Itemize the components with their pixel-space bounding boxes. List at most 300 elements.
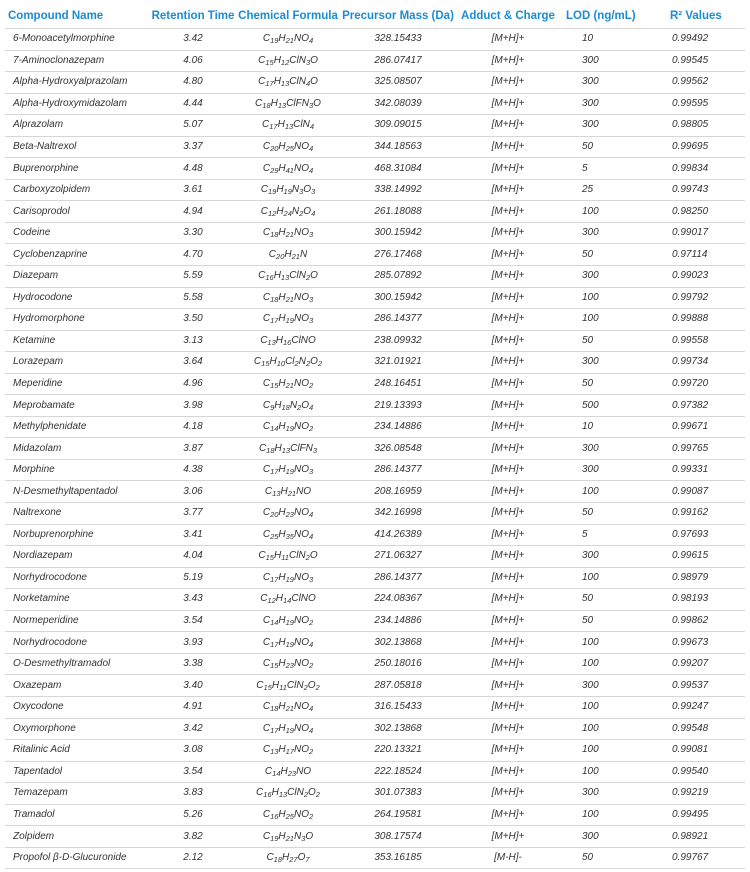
compound-name-cell: Oxycodone [13,701,64,713]
precursor-mass-cell: 353.16185 [374,852,422,864]
retention-time-cell: 3.06 [183,485,203,497]
formula-subscript: 3 [308,574,314,584]
formula-subscript: 12 [267,596,276,606]
compound-name-cell: O-Desmethyltramadol [13,658,111,670]
retention-time-cell: 3.42 [183,33,203,45]
r2-value-cell: 0.99548 [672,722,709,734]
r2-value-cell: 0.99720 [672,378,709,390]
r2-value-cell: 0.99081 [672,744,709,756]
formula-subscript: 4 [308,639,314,649]
table-row [5,632,745,654]
r2-value-cell: 0.99219 [672,787,709,799]
precursor-mass-cell: 234.14886 [374,421,422,433]
compound-name-cell: 6-Monoacetylmorphine [13,33,115,45]
table-row [5,266,745,288]
compound-name-cell: Meprobamate [13,399,75,411]
formula-subscript: 13 [280,79,290,89]
compound-name-cell: Hydromorphone [13,313,85,325]
formula-subscript: 2 [315,790,320,800]
adduct-charge-cell: [M+H]+ [491,722,525,734]
precursor-mass-cell: 342.16998 [374,507,422,519]
compound-name-cell: Morphine [13,464,55,476]
adduct-charge-cell: [M+H]+ [491,808,525,820]
chemical-formula-cell: $C_{19}H_{21}NO_4$ [262,33,314,46]
formula-subscript: 4 [308,531,314,541]
lod-cell: 100 [582,722,599,734]
lod-cell: 50 [582,615,594,627]
lod-cell: 300 [582,97,599,109]
chemical-formula-cell: $C_{17}H_{13}ClN_4$ [262,119,314,132]
lod-cell: 50 [582,378,594,390]
formula-subscript: 16 [265,273,274,283]
retention-time-cell: 5.07 [183,119,203,131]
formula-subscript: 18 [270,704,279,714]
r2-value-cell: 0.99087 [672,485,709,497]
adduct-charge-cell: [M+H]+ [491,765,525,777]
lod-cell: 100 [582,744,599,756]
formula-subscript: 2 [294,359,299,369]
compound-name-cell: Ketamine [13,334,56,346]
lod-cell: 300 [582,550,599,562]
compound-name-cell: Beta-Naltrexol [13,141,77,152]
lod-cell: 100 [582,658,599,670]
formula-subscript: 3 [308,316,314,326]
lod-cell: 50 [582,507,594,519]
chemical-formula-cell: $C_{13}H_{16}ClNO$ [260,334,316,347]
adduct-charge-cell: [M+H]+ [491,442,525,454]
formula-subscript: 17 [285,747,294,757]
formula-subscript: 3 [308,467,314,477]
formula-subscript: 3 [308,294,314,304]
lod-cell: 100 [582,205,599,217]
formula-subscript: 4 [311,208,316,218]
chemical-formula-cell: $C_{25}H_{35}NO_4$ [262,528,314,541]
formula-subscript: 15 [265,57,274,67]
formula-subscript: 2 [303,790,309,800]
adduct-charge-cell: [M+H]+ [491,464,525,476]
formula-subscript: 13 [284,122,294,132]
formula-subscript: 4 [308,36,314,46]
table-row [5,417,745,439]
adduct-charge-cell: [M+H]+ [491,33,525,45]
retention-time-cell: 3.30 [183,227,203,239]
table-row [5,848,745,870]
formula-subscript: 17 [270,639,279,649]
formula-subscript: 19 [270,36,279,46]
formula-subscript: 23 [285,661,294,671]
formula-subscript: 21 [285,704,294,714]
chemical-formula-cell: $C_{18}H_{13}ClFN_3O$ [255,97,321,110]
formula-subscript: 21 [287,488,297,498]
r2-value-cell: 0.99673 [672,636,709,648]
table-row [5,201,745,223]
retention-time-cell: 3.40 [183,679,203,691]
formula-subscript: 14 [270,424,279,434]
retention-time-cell: 3.37 [183,141,203,152]
formula-subscript: 9 [270,402,275,412]
header-precursor-mass: Precursor Mass (Da) [342,10,454,23]
precursor-mass-cell: 271.06327 [374,550,422,562]
table-row [5,654,745,676]
adduct-charge-cell: [M+H]+ [491,658,525,670]
chemical-formula-cell: $C_{20}H_{23}NO_4$ [262,507,314,520]
precursor-mass-cell: 220.13321 [374,744,422,756]
adduct-charge-cell: [M+H]+ [491,507,525,519]
precursor-mass-cell: 316.15433 [374,701,422,713]
formula-subscript: 2 [305,553,310,563]
chemical-formula-cell: $C_{12}H_{24}N_2O_4$ [260,205,316,218]
table-row [5,395,745,417]
formula-subscript: 15 [270,661,279,671]
table-header-row [5,6,745,29]
chemical-formula-cell: $C_{13}H_{21}NO$ [264,485,312,498]
chemical-formula-cell: $C_{17}H_{19}NO_4$ [262,722,314,735]
precursor-mass-cell: 300.15942 [374,227,422,239]
formula-subscript: 24 [283,208,292,218]
compound-name-cell: Tramadol [13,808,55,820]
adduct-charge-cell: [M+H]+ [491,550,525,562]
chemical-formula-cell: $C_{16}H_{25}NO_2$ [262,808,314,821]
lod-cell: 100 [582,808,599,820]
formula-subscript: 17 [269,122,278,132]
retention-time-cell: 3.50 [183,313,203,325]
formula-subscript: 19 [285,467,294,477]
formula-subscript: 16 [270,811,279,821]
precursor-mass-cell: 326.08548 [374,442,422,454]
formula-subscript: 17 [270,725,279,735]
retention-time-cell: 3.93 [183,636,203,648]
compound-name-cell: Codeine [13,227,51,239]
formula-subscript: 35 [285,531,294,541]
retention-time-cell: 2.12 [183,852,203,864]
table-row [5,611,745,633]
retention-time-cell: 4.18 [183,421,203,433]
formula-subscript: 2 [315,682,320,692]
compound-name-cell: Nordiazepam [13,550,73,562]
r2-value-cell: 0.99862 [672,615,709,627]
table-row [5,158,745,180]
retention-time-cell: 4.94 [183,205,203,217]
formula-subscript: 4 [308,510,314,520]
header-compound-name: Compound Name [8,10,104,23]
header-chemical-formula: Chemical Formula [238,10,338,23]
formula-subscript: 18 [262,100,271,110]
precursor-mass-cell: 261.18088 [374,205,422,217]
formula-subscript: 15 [265,553,274,563]
adduct-charge-cell: [M+H]+ [491,356,525,368]
lod-cell: 100 [582,701,599,713]
adduct-charge-cell: [M+H]+ [491,334,525,346]
formula-subscript: 2 [308,747,314,757]
precursor-mass-cell: 286.07417 [374,54,422,66]
retention-time-cell: 5.26 [183,808,203,820]
r2-value-cell: 0.99207 [672,658,709,670]
formula-subscript: 23 [285,510,294,520]
formula-subscript: 2 [297,402,302,412]
compound-name-cell: Cyclobenzaprine [13,248,88,260]
r2-value-cell: 0.99545 [672,54,709,66]
header-adduct-charge: Adduct & Charge [461,10,555,23]
chemical-formula-cell: $C_{17}H_{19}NO_3$ [262,313,314,326]
r2-value-cell: 0.99615 [672,550,709,562]
compound-name-cell: Norbuprenorphine [13,528,94,540]
adduct-charge-cell: [M+H]+ [491,270,525,282]
precursor-mass-cell: 286.14377 [374,464,422,476]
formula-subscript: 3 [301,833,306,843]
formula-subscript: 2 [308,424,314,434]
formula-subscript: 23 [287,768,297,778]
table-row [5,783,745,805]
lod-cell: 500 [582,399,599,411]
retention-time-cell: 3.87 [183,442,203,454]
table-row [5,719,745,741]
r2-value-cell: 0.99247 [672,701,709,713]
formula-subscript: 4 [309,122,314,132]
formula-subscript: 19 [270,833,279,843]
chemical-formula-cell: $C_{16}H_{13}ClN_2O_2$ [256,787,320,800]
adduct-charge-cell: [M+H]+ [491,636,525,648]
compound-name-cell: Buprenorphine [13,162,79,174]
table-row [5,826,745,848]
formula-subscript: 25 [285,811,294,821]
chemical-formula-cell: $C_{18}H_{21}NO_3$ [262,227,314,240]
compound-name-cell: Temazepam [13,787,68,799]
formula-subscript: 25 [270,531,279,541]
chemical-formula-cell: $C_{19}H_{19}N_3O_3$ [260,184,316,197]
table-row [5,805,745,827]
adduct-charge-cell: [M+H]+ [491,248,525,260]
r2-value-cell: 0.99492 [672,33,709,45]
compound-name-cell: Normeperidine [13,615,79,627]
formula-subscript: 19 [285,316,294,326]
adduct-charge-cell: [M+H]+ [491,378,525,390]
formula-subscript: 14 [283,596,292,606]
formula-subscript: 3 [305,57,311,67]
r2-value-cell: 0.99671 [672,421,709,433]
formula-subscript: 13 [267,337,276,347]
chemical-formula-cell: $C_{15}H_{21}NO_2$ [262,378,314,391]
formula-subscript: 2 [305,359,311,369]
compound-name-cell: Methylphenidate [13,421,87,433]
formula-subscript: 25 [285,144,294,153]
table-row [5,288,745,310]
precursor-mass-cell: 285.07892 [374,270,422,282]
table-row [5,460,745,482]
precursor-mass-cell: 250.18016 [374,658,422,670]
table-row [5,568,745,590]
adduct-charge-cell: [M+H]+ [491,184,525,196]
adduct-charge-cell: [M+H]+ [491,744,525,756]
precursor-mass-cell: 287.05818 [374,679,422,691]
formula-subscript: 19 [283,187,292,197]
lod-cell: 50 [582,334,594,346]
table-row [5,244,745,266]
lod-cell: 50 [582,593,594,605]
chemical-formula-cell: $C_{15}H_{11}ClN_2O$ [258,550,318,563]
adduct-charge-cell: [M+H]+ [491,119,525,131]
table-row [5,29,745,51]
formula-subscript: 18 [273,855,283,865]
formula-subscript: 16 [263,790,272,800]
chemical-formula-cell: $C_{15}H_{12}ClN_3O$ [258,54,318,67]
lod-cell: 100 [582,313,599,325]
lod-cell: 100 [582,291,599,303]
adduct-charge-cell: [M+H]+ [491,54,525,66]
table-row [5,481,745,503]
r2-value-cell: 0.99495 [672,808,709,820]
r2-value-cell: 0.99767 [672,852,709,864]
precursor-mass-cell: 414.26389 [374,528,422,540]
r2-value-cell: 0.99540 [672,765,709,777]
formula-subscript: 20 [276,251,285,261]
formula-subscript: 13 [280,273,290,283]
table-row [5,223,745,245]
table-row [5,309,745,331]
precursor-mass-cell: 234.14886 [374,615,422,627]
adduct-charge-cell: [M+H]+ [491,291,525,303]
r2-value-cell: 0.98921 [672,830,709,842]
precursor-mass-cell: 344.18563 [374,141,422,152]
precursor-mass-cell: 325.08507 [374,76,422,88]
chemical-formula-cell: $C_{20}H_{25}NO_4$ [262,141,314,153]
formula-subscript: 21 [291,251,300,261]
formula-subscript: 12 [280,57,290,67]
formula-subscript: 16 [283,337,292,347]
compound-name-cell: Alprazolam [13,119,64,131]
table-row [5,762,745,784]
formula-subscript: 17 [270,467,279,477]
retention-time-cell: 3.54 [183,765,203,777]
compound-name-cell: N-Desmethyltapentadol [13,485,118,497]
r2-value-cell: 0.99562 [672,76,709,88]
compound-name-cell: Carboxyzolpidem [13,184,91,196]
formula-subscript: 41 [285,165,294,175]
formula-subscript: 21 [285,294,294,304]
lod-cell: 300 [582,679,599,691]
lod-cell: 25 [582,184,594,196]
formula-subscript: 3 [308,230,314,240]
formula-subscript: 19 [285,618,294,628]
retention-time-cell: 3.41 [183,528,203,540]
formula-subscript: 10 [276,359,286,369]
chemical-formula-cell: $C_{15}H_{11}ClN_2O_2$ [256,679,320,692]
lod-cell: 100 [582,485,599,497]
retention-time-cell: 5.19 [183,571,203,583]
r2-value-cell: 0.99792 [672,291,709,303]
table-row [5,331,745,353]
table-row [5,137,745,159]
formula-subscript: 12 [267,208,277,218]
table-row [5,697,745,719]
formula-subscript: 2 [317,359,323,369]
retention-time-cell: 4.44 [183,97,203,109]
formula-subscript: 29 [270,165,279,175]
compound-name-cell: Diazepam [13,270,59,282]
formula-subscript: 2 [303,682,308,692]
formula-subscript: 20 [270,510,279,520]
formula-subscript: 4 [309,402,314,412]
formula-subscript: 17 [270,316,279,326]
formula-subscript: 21 [285,36,294,46]
table-row [5,72,745,94]
table-row [5,180,745,202]
table-body [5,29,745,869]
r2-value-cell: 0.97114 [672,248,708,260]
formula-subscript: 18 [270,294,279,304]
compound-name-cell: Meperidine [13,378,63,390]
precursor-mass-cell: 308.17574 [374,830,422,842]
formula-subscript: 3 [312,445,318,455]
chemical-formula-cell: $C_{17}H_{19}NO_4$ [262,636,314,649]
compound-table [5,6,745,869]
adduct-charge-cell: [M+H]+ [491,571,525,583]
retention-time-cell: 3.54 [183,615,203,627]
formula-subscript: 19 [285,574,294,584]
compound-name-cell: Ritalinic Acid [13,744,70,756]
lod-cell: 300 [582,442,599,454]
precursor-mass-cell: 276.17468 [374,248,422,260]
formula-subscript: 19 [267,187,277,197]
r2-value-cell: 0.99595 [672,97,709,109]
chemical-formula-cell: $C_{15}H_{10}Cl_2N_2O_2$ [253,356,323,369]
formula-subscript: 13 [281,445,291,455]
formula-subscript: 4 [308,165,314,175]
precursor-mass-cell: 238.09932 [374,334,422,346]
formula-subscript: 13 [272,488,281,498]
table-row [5,374,745,396]
retention-time-cell: 4.80 [183,76,203,88]
chemical-formula-cell: $C_{14}H_{19}NO_2$ [262,421,314,434]
compound-name-cell: Alpha-Hydroxymidazolam [13,97,127,109]
adduct-charge-cell: [M-H]- [494,852,522,864]
lod-cell: 10 [582,421,594,433]
precursor-mass-cell: 264.19581 [374,808,422,820]
adduct-charge-cell: [M+H]+ [491,399,525,411]
compound-name-cell: Norketamine [13,593,70,605]
table-row [5,94,745,116]
chemical-formula-cell: $C_{17}H_{19}NO_3$ [262,571,314,584]
retention-time-cell: 3.13 [183,334,203,346]
r2-value-cell: 0.98193 [672,593,709,605]
lod-cell: 300 [582,356,599,368]
chemical-formula-cell: $C_{19}H_{21}N_3O$ [262,830,314,843]
formula-subscript: 18 [266,445,275,455]
retention-time-cell: 4.70 [183,248,203,260]
compound-name-cell: 7-Aminoclonazepam [13,54,105,66]
formula-subscript: 19 [285,424,294,434]
r2-value-cell: 0.98250 [672,205,709,217]
formula-subscript: 15 [263,682,272,692]
precursor-mass-cell: 224.08367 [374,593,422,605]
compound-name-cell: Carisoprodol [13,205,70,217]
retention-time-cell: 3.61 [183,184,203,196]
formula-subscript: 21 [285,230,294,240]
chemical-formula-cell: $C_{15}H_{23}NO_2$ [262,658,314,671]
lod-cell: 100 [582,765,599,777]
table-row [5,546,745,568]
chemical-formula-cell: $C_{16}H_{13}ClN_2O$ [258,270,318,283]
adduct-charge-cell: [M+H]+ [491,97,525,109]
adduct-charge-cell: [M+H]+ [491,205,525,217]
compound-name-cell: Zolpidem [13,830,55,842]
precursor-mass-cell: 302.13868 [374,636,422,648]
formula-subscript: 4 [308,704,314,714]
formula-subscript: 2 [308,661,314,671]
precursor-mass-cell: 301.07383 [374,787,422,799]
retention-time-cell: 3.98 [183,399,203,411]
formula-subscript: 17 [270,574,279,584]
precursor-mass-cell: 248.16451 [374,378,422,390]
